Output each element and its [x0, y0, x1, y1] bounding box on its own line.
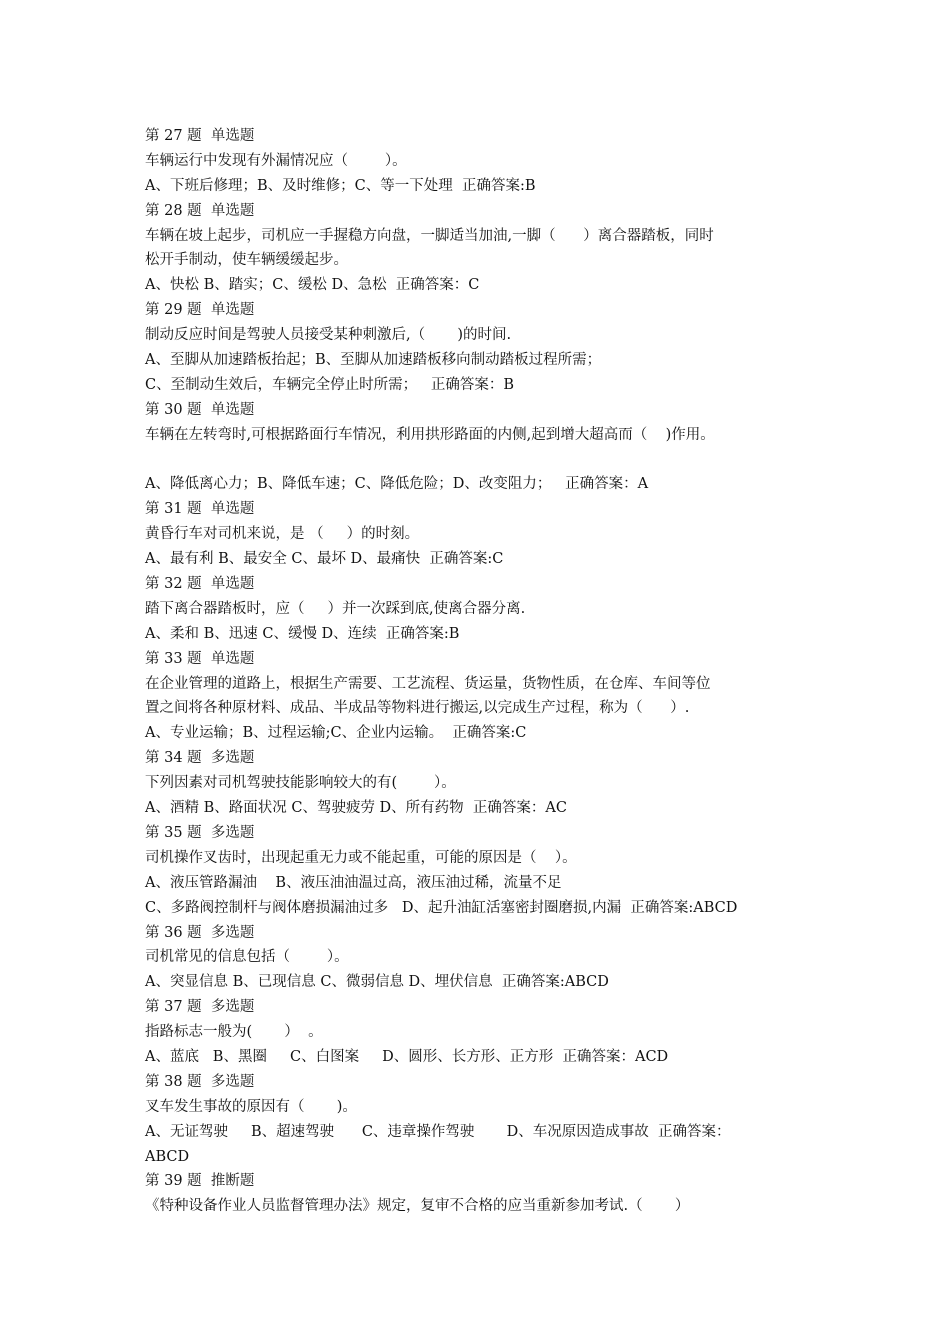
- text-line: C、至制动生效后，车辆完全停止时所需； 正确答案：B: [145, 376, 515, 393]
- text-line: 车辆在左转弯时,可根据路面行车情况，利用拱形路面的内侧,起到增大超高而（ )作用。: [145, 426, 715, 443]
- text-line: 第 38 题 多选题: [145, 1073, 255, 1090]
- text-line: 司机常见的信息包括（ ）。: [145, 949, 349, 966]
- text-line: 第 30 题 单选题: [145, 401, 255, 418]
- text-line: A、蓝底 B、黑圈 C、白图案 D、圆形、长方形、正方形 正确答案：ACD: [145, 1048, 669, 1065]
- text-line: 第 29 题 单选题: [145, 302, 255, 319]
- text-line: 下列因素对司机驾驶技能影响较大的有( ）。: [145, 775, 456, 792]
- text-line: A、柔和 B、迅速 C、缓慢 D、连续 正确答案:B: [145, 625, 460, 642]
- text-line: 司机操作叉齿时，出现起重无力或不能起重，可能的原因是（ ）。: [145, 849, 577, 866]
- text-line: ABCD: [145, 1148, 190, 1165]
- text-line: C、多路阀控制杆与阀体磨损漏油过多 D、起升油缸活塞密封圈磨损,内漏 正确答案:ABCD: [145, 899, 738, 916]
- text-line: A、无证驾驶 B、超速驾驶 C、违章操作驾驶 D、车况原因造成事故 正确答案：: [145, 1123, 731, 1140]
- text-line: 指路标志一般为( ） 。: [145, 1024, 323, 1041]
- text-line: 第 35 题 多选题: [145, 824, 255, 841]
- text-line: 叉车发生事故的原因有（ )。: [145, 1098, 357, 1115]
- text-line: A、液压管路漏油 B、液压油油温过高，液压油过稀，流量不足: [145, 874, 562, 891]
- text-line: 第 39 题 推断题: [145, 1173, 255, 1190]
- text-line: 第 37 题 多选题: [145, 999, 255, 1016]
- text-line: 车辆运行中发现有外漏情况应（ ）。: [145, 152, 407, 169]
- text-line: A、快松 B、踏实；C、缓松 D、急松 正确答案：C: [145, 277, 480, 294]
- text-line: 松开手制动，使车辆缓缓起步。: [145, 252, 348, 269]
- text-line: A、下班后修理；B、及时维修；C、等一下处理 正确答案:B: [145, 177, 536, 194]
- document-body: [145, 124, 835, 1219]
- text-line: 第 33 题 单选题: [145, 650, 255, 667]
- text-line: 踏下离合器踏板时，应（ ）并一次踩到底,使离合器分离.: [145, 600, 526, 617]
- text-line: 第 31 题 单选题: [145, 501, 255, 518]
- text-line: A、降低离心力；B、降低车速；C、降低危险；D、改变阻力； 正确答案：A: [145, 476, 649, 493]
- text-line: 车辆在坡上起步，司机应一手握稳方向盘，一脚适当加油,一脚（ ）离合器踏板，同时: [145, 227, 714, 244]
- text-line: 第 34 题 多选题: [145, 750, 255, 767]
- text-line: A、突显信息 B、已现信息 C、微弱信息 D、埋伏信息 正确答案:ABCD: [145, 974, 609, 991]
- text-line: 制动反应时间是驾驶人员接受某种刺激后,（ )的时间.: [145, 327, 512, 344]
- text-line: 《特种设备作业人员监督管理办法》规定，复审不合格的应当重新参加考试.（ ）: [145, 1198, 690, 1215]
- text-line: 第 32 题 单选题: [145, 576, 255, 593]
- text-line: 黄昏行车对司机来说，是 （ ）的时刻。: [145, 526, 420, 543]
- text-line: 置之间将各种原材料、成品、半成品等物料进行搬运,以完成生产过程，称为（ ）.: [145, 700, 690, 717]
- text-line: A、至脚从加速踏板抬起；B、至脚从加速踏板移向制动踏板过程所需；: [145, 352, 602, 369]
- blank-line: [145, 448, 835, 473]
- text-line: 第 28 题 单选题: [145, 202, 255, 219]
- text-line: A、最有利 B、最安全 C、最坏 D、最痛快 正确答案:C: [145, 551, 504, 568]
- text-line: 第 27 题 单选题: [145, 128, 255, 144]
- text-line: 第 36 题 多选题: [145, 924, 255, 941]
- text-line: A、专业运输；B、过程运输;C、企业内运输。 正确答案:C: [145, 725, 527, 742]
- text-line: 在企业管理的道路上，根据生产需要、工艺流程、货运量，货物性质，在仓库、车间等位: [145, 675, 711, 692]
- text-line: A、酒精 B、路面状况 C、驾驶疲劳 D、所有药物 正确答案：AC: [145, 800, 567, 817]
